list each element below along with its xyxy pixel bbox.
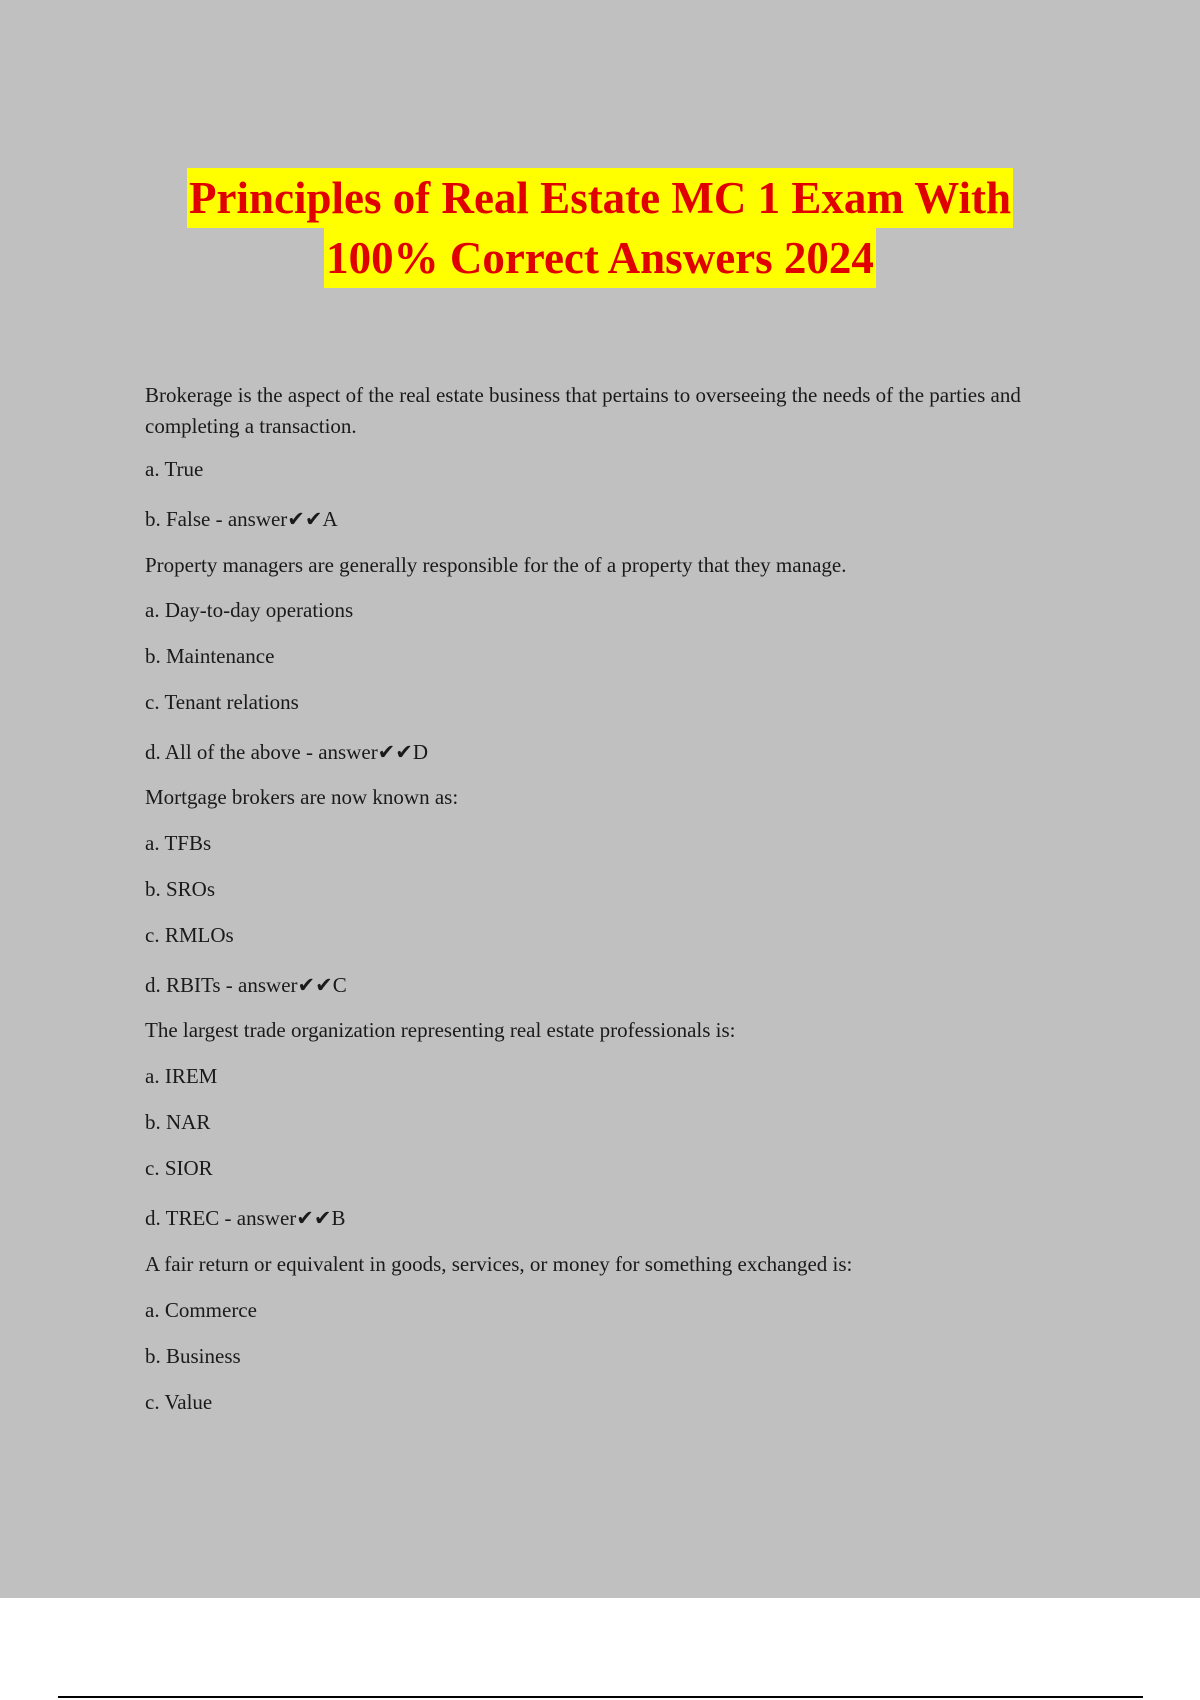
option-text: a. Day-to-day operations (145, 598, 354, 622)
option-text: a. IREM (145, 1064, 218, 1088)
question-text: Property managers are generally responsible for the of a property that they manage. (145, 553, 847, 577)
option-text: b. SROs (145, 877, 216, 901)
question-text: A fair return or equivalent in goods, services, or money for something exchanged is: (145, 1252, 853, 1276)
option-text: a. True (145, 457, 204, 481)
option-text: c. Tenant relations (145, 690, 299, 714)
option-text: b. Maintenance (145, 644, 275, 668)
question-block (145, 380, 1065, 535)
option-text: b. NAR (145, 1110, 211, 1134)
footer-divider (58, 1696, 1143, 1698)
option-text: d. RBITs - answer✔✔C (145, 973, 347, 997)
question-text: Mortgage brokers are now known as: (145, 785, 459, 809)
question-block (145, 550, 1065, 768)
title-line-1: Principles of Real Estate MC 1 Exam With (187, 168, 1013, 228)
option-text: c. RMLOs (145, 923, 234, 947)
option-text: a. Commerce (145, 1298, 257, 1322)
question-block (145, 782, 1065, 1001)
question-list (145, 380, 1065, 1418)
option-text: a. TFBs (145, 831, 212, 855)
option-text: b. Business (145, 1344, 241, 1368)
option-text: c. SIOR (145, 1156, 213, 1180)
question-text: Brokerage is the aspect of the real estate business that pertains to overseeing the needs of the parties and completing a transaction. (145, 383, 1021, 438)
option-text: d. TREC - answer✔✔B (145, 1206, 346, 1230)
option-text: c. Value (145, 1390, 213, 1414)
option-text: d. All of the above - answer✔✔D (145, 740, 429, 764)
question-text: The largest trade organization representing real estate professionals is: (145, 1018, 736, 1042)
question-block (145, 1015, 1065, 1234)
question-block (145, 1249, 1065, 1418)
option-text: b. False - answer✔✔A (145, 507, 338, 531)
document-title (0, 168, 1200, 288)
title-line-2: 100% Correct Answers 2024 (324, 228, 876, 288)
